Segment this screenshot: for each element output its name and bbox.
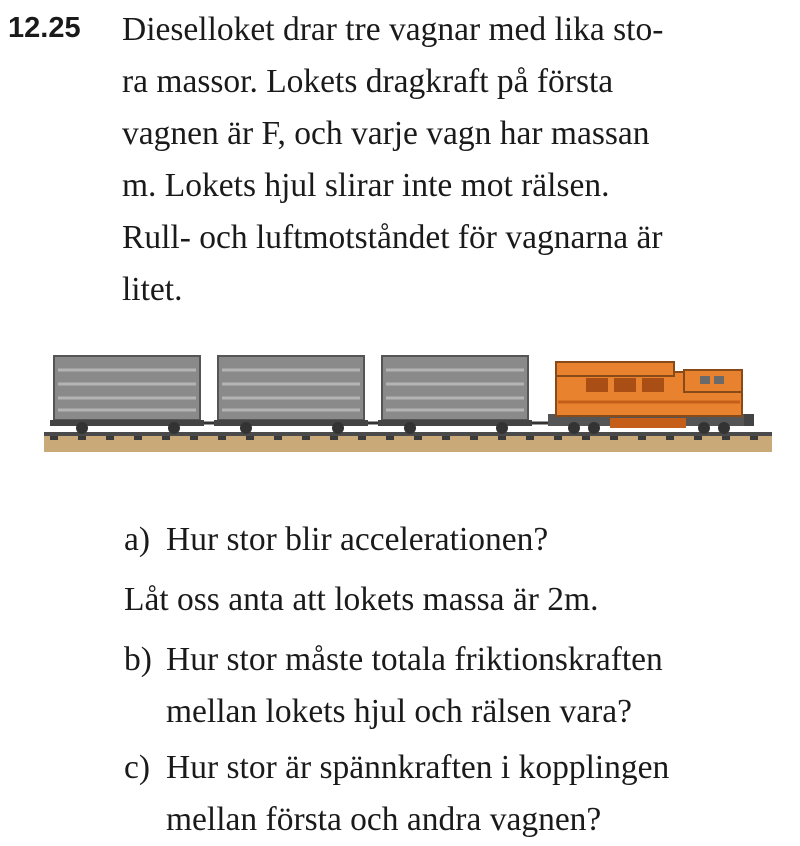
wagon-3 [378, 356, 532, 434]
problem-line: m. Lokets hjul slirar inte mot rälsen. [122, 167, 610, 204]
wagon-2 [214, 356, 368, 434]
problem-line: ra massor. Lokets dragkraft på första [122, 63, 614, 100]
locomotive [548, 362, 754, 434]
question-a-text: Hur stor blir accelerationen? [166, 521, 549, 558]
problem-line: vagnen är F, och varje vagn har massan [122, 115, 650, 152]
question-c-label: c) [124, 749, 151, 786]
question-a-label: a) [124, 521, 151, 558]
question-a [124, 514, 548, 566]
question-c [124, 742, 669, 846]
question-b-label: b) [124, 641, 152, 678]
wagon-1 [50, 356, 204, 434]
question-b-line2: mellan lokets hjul och rälsen vara? [166, 693, 633, 730]
ground [44, 436, 772, 452]
problem-line: litet. [122, 271, 183, 308]
train-illustration [44, 348, 772, 454]
question-c-line2: mellan första och andra vagnen? [166, 801, 602, 838]
question-b-line1: Hur stor måste totala friktionskraften [166, 641, 663, 678]
question-c-line1: Hur stor är spännkraften i kopplingen [166, 749, 670, 786]
question-b [124, 634, 663, 738]
problem-line: Rull- och luftmotståndet för vagnarna är [122, 219, 663, 256]
problem-text [122, 4, 782, 316]
problem-number: 12.25 [8, 12, 81, 44]
assumption-text: Låt oss anta att lokets massa är 2m. [124, 581, 599, 618]
problem-line: Dieselloket drar tre vagnar med lika sto- [122, 11, 664, 48]
